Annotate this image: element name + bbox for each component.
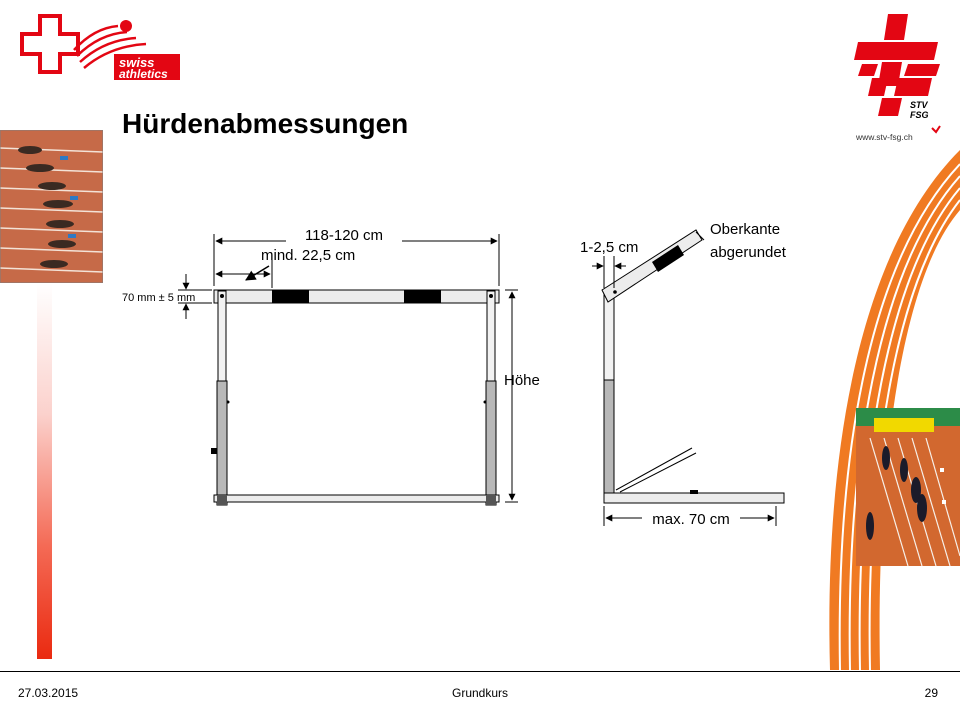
height-label: Höhe [504, 372, 540, 389]
hurdle-race-photo [856, 408, 960, 566]
footer-page-number: 29 [924, 686, 938, 700]
edge-label-line2: abgerundet [710, 244, 786, 261]
thickness-label: 1-2,5 cm [580, 239, 639, 256]
edge-label-line1: Oberkante [710, 221, 781, 238]
logo-text-fsg: FSG [910, 110, 929, 120]
base-length-label: max. 70 cm [652, 511, 730, 528]
logo-text-stv: STV [910, 100, 928, 110]
page-title: Hürdenabmessungen [122, 108, 409, 139]
footer-divider [0, 671, 960, 672]
footer-course: Grundkurs [451, 686, 509, 700]
footer-date: 27.03.2015 [18, 686, 79, 700]
decorative-gradient-bar [37, 283, 52, 659]
board-height-label: 70 mm ± 5 mm [122, 292, 196, 304]
side-view [580, 221, 787, 528]
hurdle-start-photo [0, 130, 103, 283]
logo-text-athletics: athletics [119, 67, 168, 81]
logo-text-swiss: swiss [119, 55, 155, 70]
front-view [122, 227, 540, 505]
hurdle-dimension-diagram [112, 212, 812, 537]
stv-fsg-logo [852, 12, 944, 146]
min-distance-label: mind. 22,5 cm [261, 247, 356, 264]
width-label: 118-120 cm [304, 227, 384, 244]
logo-url: www.stv-fsg.ch [856, 132, 913, 142]
swiss-athletics-logo [14, 10, 184, 86]
